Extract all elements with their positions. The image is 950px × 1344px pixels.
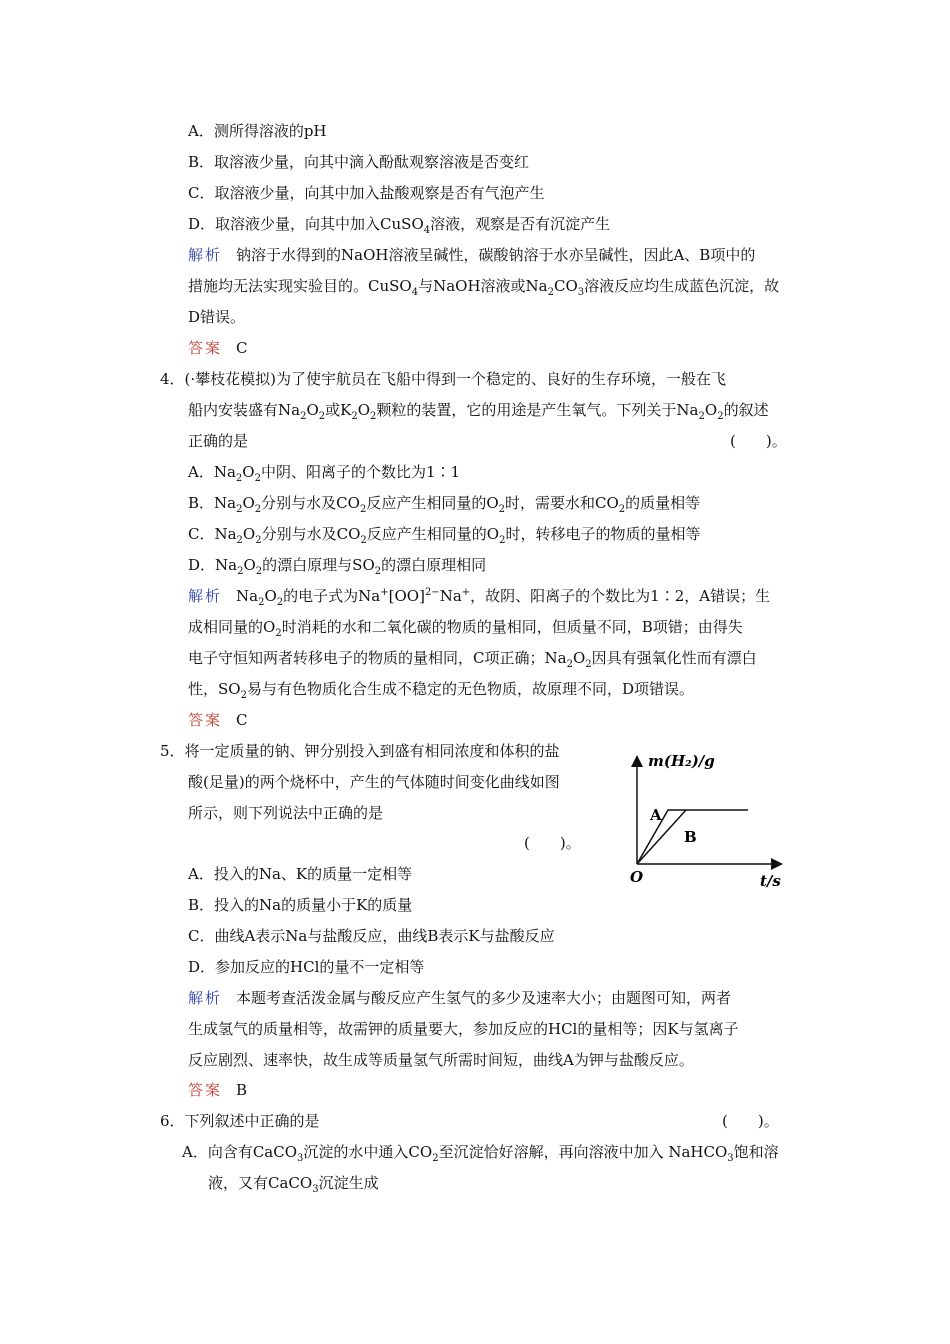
q3-option-a: A．测所得溶液的pH (188, 122, 327, 140)
q6-option-a-line-1: A．向含有CaCO$_3$沉淀的水中通入$CO_2$至沉淀恰好溶解，再向溶液中加入 NaHCO$_3$饱和溶 (182, 1143, 779, 1164)
y-axis-label: m(H₂)/g (648, 752, 715, 770)
hydrogen-mass-time-graph (620, 738, 800, 898)
q4-analysis-line-2: 成相同量的$O_2$时消耗的水和二氧化碳的物质的量相同，但质量不同，B项错；由得失 (188, 618, 743, 639)
q4-answer-bracket: ( )。 (730, 432, 787, 450)
q3-option-d: D．取溶液少量，向其中加入CuSO$_4$溶液，观察是否有沉淀产生 (188, 215, 611, 236)
q5-option-d: D．参加反应的HCl的量不一定相等 (188, 958, 425, 976)
q3-option-b: B．取溶液少量，向其中滴入酚酞观察溶液是否变红 (188, 153, 530, 171)
q3-answer: 答案 C (188, 339, 248, 357)
q4-option-b: B．$Na_2O_2$分别与水及$CO_2$反应产生相同量的$O_2$时，需要水和$CO_2$的质量相等 (188, 494, 701, 515)
answer-label: 答案 (188, 711, 223, 729)
q3-analysis-line-1: 解析 钠溶于水得到的NaOH溶液呈碱性，碳酸钠溶于水亦呈碱性，因此A、B项中的 (188, 246, 756, 264)
q4-analysis-line-3: 电子守恒知两者转移电子的物质的量相同，C项正确；$Na_2O_2$因具有强氧化性而有漂白 (188, 649, 757, 670)
analysis-label: 解析 (188, 587, 223, 605)
analysis-label: 解析 (188, 989, 223, 1007)
q5-stem-line-2: 酸(足量)的两个烧杯中，产生的气体随时间变化曲线如图 (188, 773, 560, 791)
q5-analysis-line-1: 解析 本题考查活泼金属与酸反应产生氢气的多少及速率大小；由题图可知，两者 (188, 989, 732, 1007)
q4-stem-line-2: 船内安装盛有$Na_2O_2$或$K_2O_2$颗粒的装置，它的用途是产生氧气。下列关于$Na_2O_2$的叙述 (188, 401, 769, 422)
q6-stem: 6．下列叙述中正确的是 (160, 1112, 320, 1130)
answer-label: 答案 (188, 1081, 223, 1099)
q4-analysis-line-1: 解析 $Na_2O_2$的电子式为Na+[OO]$^{2-}$Na+，故阴、阳离子的个数比为1∶2，A错误；生 (188, 587, 771, 608)
q5-option-b: B．投入的Na的质量小于K的质量 (188, 896, 413, 914)
q4-option-c: C．$Na_2O_2$分别与水及$CO_2$反应产生相同量的$O_2$时，转移电子的物质的量相等 (188, 525, 701, 546)
q5-answer-bracket: ( )。 (524, 834, 581, 852)
curve-b-label: B (684, 828, 697, 846)
answer-label: 答案 (188, 339, 223, 357)
q4-analysis-line-4: 性，$SO_2$易与有色物质化合生成不稳定的无色物质，故原理不同，D项错误。 (188, 680, 694, 701)
x-axis-label: t/s (760, 872, 781, 890)
analysis-label: 解析 (188, 246, 223, 264)
q3-analysis-line-3: D错误。 (188, 308, 246, 326)
q5-analysis-line-3: 反应剧烈、速率快，故生成等质量氢气所需时间短，曲线A为钾与盐酸反应。 (188, 1051, 694, 1069)
q5-option-a: A．投入的Na、K的质量一定相等 (188, 865, 413, 883)
q4-stem-line-1: 4．(·攀枝花模拟)为了使宇航员在飞船中得到一个稳定的、良好的生存环境，一般在飞 (160, 370, 727, 388)
origin-label: O (630, 868, 644, 886)
q5-answer: 答案 B (188, 1081, 248, 1099)
q4-option-d: D．$Na_2O_2$的漂白原理与$SO_2$的漂白原理相同 (188, 556, 487, 577)
q3-analysis-line-2: 措施均无法实现实验目的。CuSO$_4$与NaOH溶液或$Na_2CO_3$溶液反应均生成蓝色沉淀，故 (188, 277, 780, 298)
q5-analysis-line-2: 生成氢气的质量相等，故需钾的质量要大，参加反应的HCl的量相等；因K与氢离子 (188, 1020, 739, 1038)
q5-option-c: C．曲线A表示Na与盐酸反应，曲线B表示K与盐酸反应 (188, 927, 555, 945)
q4-stem-line-3: 正确的是 (188, 432, 249, 450)
q4-option-a: A．$Na_2O_2$中阴、阳离子的个数比为1∶1 (188, 463, 461, 484)
q5-stem-line-1: 5．将一定质量的钠、钾分别投入到盛有相同浓度和体积的盐 (160, 742, 560, 760)
q3-option-c: C．取溶液少量，向其中加入盐酸观察是否有气泡产生 (188, 184, 545, 202)
q4-answer: 答案 C (188, 711, 248, 729)
curve-a-label: A (650, 806, 662, 824)
q6-option-a-line-2: 液，又有CaCO$_3$沉淀生成 (208, 1174, 379, 1195)
q6-answer-bracket: ( )。 (722, 1112, 779, 1130)
q5-stem-line-3: 所示，则下列说法中正确的是 (188, 804, 384, 822)
